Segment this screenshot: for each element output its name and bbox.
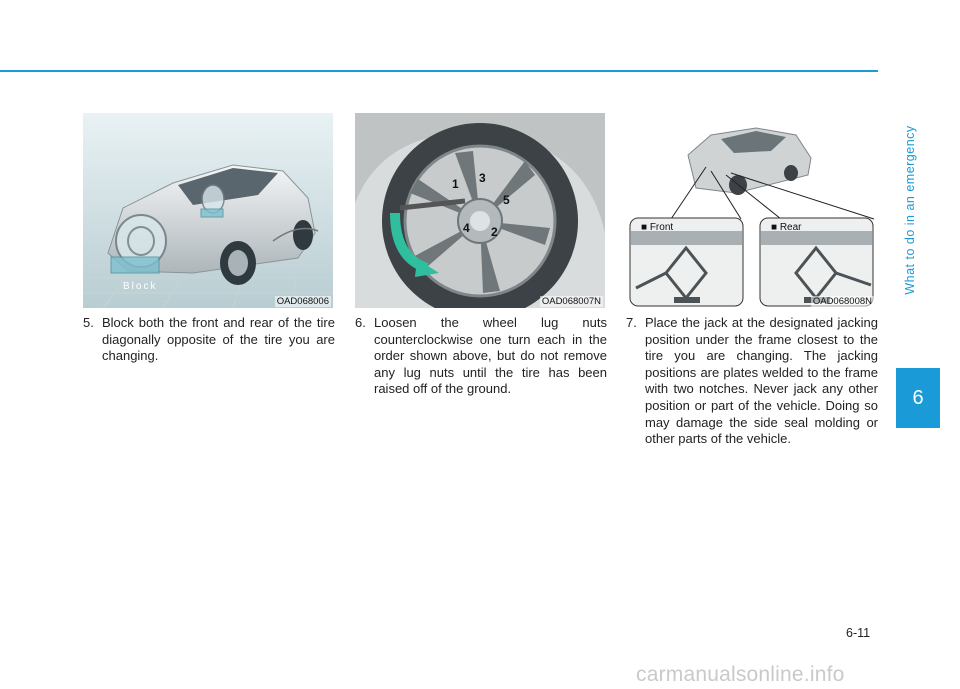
lug-2-label: 2 [491,225,498,239]
step-number: 5. [83,315,94,330]
section-title: What to do in an emergency [903,125,917,295]
car-block-illustration [83,113,333,308]
step-5 [83,315,335,365]
front-label: ■ Front [641,222,674,233]
watermark[interactable]: carmanualsonline.info [636,663,845,686]
block-label: Block [123,281,158,292]
figure-jack-positions [626,113,876,308]
section-title-vertical [900,60,920,360]
lug-1-label: 1 [452,177,459,191]
header-rule [0,70,878,72]
figure-code: OAD068006 [276,296,329,307]
lug-5-label: 5 [503,193,510,207]
figure-block-tire [83,113,333,308]
step-number: 6. [355,315,366,330]
page-number: 6-11 [846,626,871,640]
chapter-number: 6 [912,386,924,409]
figure-code: OAD068007N [541,296,601,307]
jack-illustration [626,113,876,308]
lug-4-label: 4 [463,221,470,235]
step-7 [626,315,878,448]
lug-3-label: 3 [479,171,486,185]
step-text: Block both the front and rear of the tire diagonally opposite of the tire you are changing. [102,315,335,364]
wheel-illustration [355,113,605,308]
step-text: Place the jack at the designated jacking position under the frame closest to the tire you are changing. The jacking positions are plates welded to the frame with two notches. Never jack any other position or part of the vehicle. Doing so may damage the side seal molding or other parts of the vehicle. [645,315,878,447]
step-text: Loosen the wheel lug nuts counterclockwise one turn each in the order shown above, but do not remove any lug nuts until the tire has been raised off of the ground. [374,315,607,397]
step-number: 7. [626,315,637,330]
figure-code: OAD068008N [812,296,872,307]
rear-label: ■ Rear [771,222,802,233]
chapter-tab [896,368,940,428]
step-6 [355,315,607,398]
figure-lug-nuts [355,113,605,308]
